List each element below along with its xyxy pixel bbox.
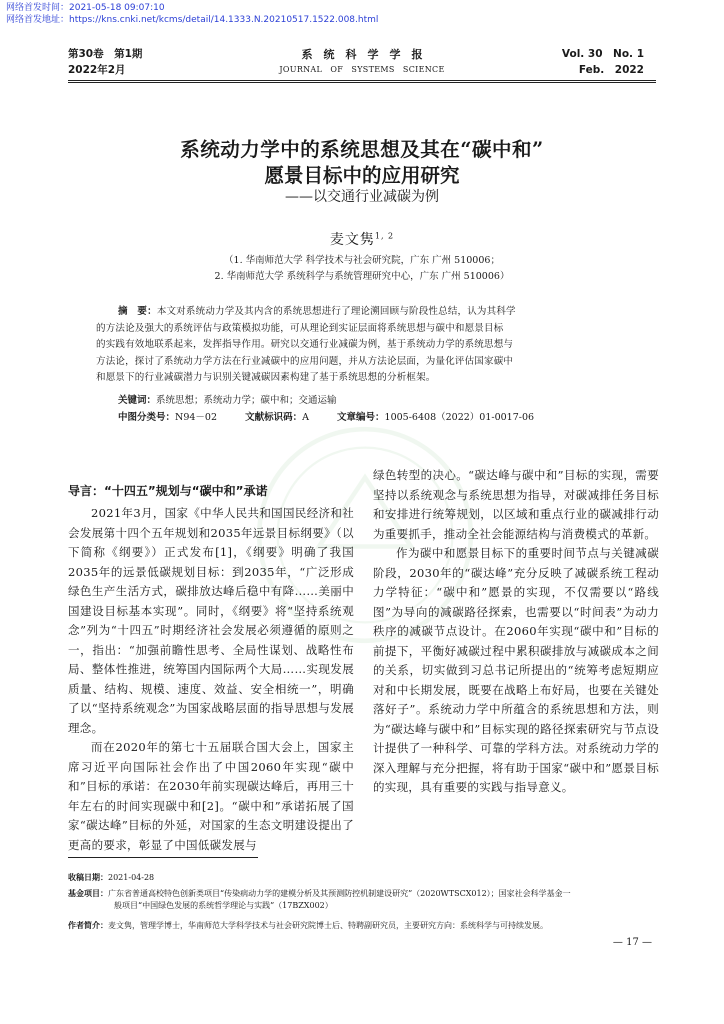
keywords-text: 系统思想；系统动力学；碳中和；交通运输 — [156, 395, 337, 406]
header-rule-bottom — [68, 82, 656, 83]
first-pub-url-link[interactable]: https://kns.cnki.net/kcms/detail/14.1333.N.20210517.1522.008.html — [69, 15, 379, 25]
author-name: 麦文隽 — [329, 232, 375, 248]
left-column — [68, 504, 354, 855]
abstract-label: 摘 要： — [118, 306, 157, 317]
keywords — [118, 392, 337, 406]
received-label: 收稿日期： — [68, 873, 108, 882]
paragraph: 而在2020年的第七十五届联合国大会上，国家主席习近平向国际社会作出了中国2060年实现“碳中和”目标的承诺：在2030年前实现碳达峰后，再用三十年左右的时间实现碳中和[2]。“碳中和”承诺拓展了国家“碳达峰”目标的外延，对国家的生态文明建设提出了更高的要求，彰显了中国低碳发展与 — [68, 740, 354, 852]
right-column — [373, 466, 659, 798]
fund-line-1 — [68, 888, 668, 900]
journal-name-en: JOURNAL OF SYSTEMS SCIENCE — [279, 65, 445, 74]
footnote-rule — [68, 857, 258, 858]
article-title-line-2: 愿景目标中的应用研究 — [264, 164, 460, 187]
author-bio — [68, 920, 668, 932]
first-pub-time: 网络首发时间：2021-05-18 09:07:10 — [6, 3, 165, 13]
received-value: 2021-04-28 — [108, 873, 155, 882]
article-number: 1005-6408（2022）01-0017-06 — [384, 412, 535, 423]
author-affiliation-marks: 1, 2 — [374, 231, 395, 241]
section-heading-intro: 导言：“十四五”规划与“碳中和”承诺 — [68, 484, 268, 498]
keywords-label: 关键词： — [118, 395, 157, 406]
abstract — [96, 304, 626, 387]
first-pub-address — [6, 15, 378, 26]
abstract-line-3: 的实践有效地联系起来，发挥指导作用。研究以交通行业减碳为例，基于系统动力学的系统思想与 — [96, 339, 514, 351]
author-bio-label: 作者简介： — [68, 921, 108, 930]
fund-project — [68, 888, 668, 912]
doc-code-label: 文献标识码： — [245, 412, 303, 423]
affiliation-2: 2. 华南师范大学 系统科学与系统管理研究中心，广东 广州 510006） — [214, 271, 510, 282]
clc-label: 中图分类号： — [118, 412, 176, 423]
affiliation-1: （1. 华南师范大学 科学技术与社会研究院，广东 广州 510006； — [224, 255, 500, 266]
paragraph: 2021年3月，国家《中华人民共和国国民经济和社会发展第十四个五年规划和2035年远景目标纲要》（以下简称《纲要》）正式发布[1]，《纲要》明确了我国2035年的远景低碳规划目标：到2035年，“广泛形成绿色生产生活方式，碳排放达峰后稳中有降……美丽中国建设目标基本实现”。同时，《纲要》将“坚持系统观念”列为“十四五”时期经济社会发展必须遵循的原则之一，指出：“加强前瞻性思考、全局性谋划、战略性布局、整体性推进，统筹国内国际两个大局……实现发展质量、结构、规模、速度、效益、安全相统一”，明确了以“坚持系统观念”为国家战略层面的指导思想与发展理念。 — [68, 506, 354, 735]
header-rule-top — [68, 80, 656, 81]
page-number: — 17 — — [612, 937, 652, 948]
first-pub-url-label: 网络首发地址： — [6, 15, 70, 25]
journal-name-cn: 系 统 科 学 学 报 — [301, 48, 423, 61]
article-number-label: 文章编号： — [337, 412, 385, 423]
clc-number: N94－02 — [175, 412, 218, 423]
article-subtitle: ——以交通行业减碳为例 — [285, 189, 439, 205]
classification-row — [118, 409, 534, 423]
abstract-line-5: 和愿景下的行业减碳潜力与识别关键减碳因素构建了基于系统思想的分析框架。 — [96, 372, 436, 384]
article-title-line-1: 系统动力学中的系统思想及其在“碳中和” — [180, 138, 544, 161]
abstract-line-1 — [96, 304, 626, 321]
date-cn: 2022年2月 — [68, 64, 126, 76]
volume-cn: 第30卷 第1期 — [68, 48, 143, 60]
abstract-line-2: 的方法论及强大的系统评估与政策模拟功能，可从理论到实证层面将系统思想与碳中和愿景目标 — [96, 322, 504, 334]
author — [0, 229, 724, 249]
fund-line-1-text: 广东省普通高校特色创新类项目“传染病动力学的建模分析及其预测防控机制建设研究”（2020WTSCX012）；国家社会科学基金一 — [108, 889, 571, 898]
received-date — [68, 872, 668, 884]
fund-line-2: 般项目“中国绿色发展的系统哲学理论与实践”（17BZX002） — [114, 901, 333, 910]
author-bio-text: 麦文隽，管理学博士，华南师范大学科学技术与社会研究院博士后、特聘副研究员，主要研究方向：系统科学与可持续发展。 — [108, 921, 548, 930]
paragraph-continued: 绿色转型的决心。“碳达峰与碳中和”目标的实现，需要坚持以系统观念与系统思想为指导，对碳减排任务目标和安排进行统筹规划，以区域和重点行业的碳减排行动为重要抓手，推动全社会能源结构与消费模式的革新。 — [373, 468, 659, 541]
fund-label: 基金项目： — [68, 889, 108, 898]
doc-code: A — [302, 412, 309, 423]
paragraph: 作为碳中和愿景目标下的重要时间节点与关键减碳阶段，2030年的“碳达峰”充分反映了减碳系统工程动力学特征：“碳中和”愿景的实现，不仅需要以“路线图”为导向的减碳路径探索，也需要以“时间表”为动力秩序的减碳节点设计。在2060年实现“碳中和”目标的前提下，平衡好减碳过程中累积碳排放与减碳成本之间的关系，切实做到习总书记所提出的“统筹考虑短期应对和中长期发展，既要在战略上布好局，也要在关键处落好子”。系统动力学中所蕴含的系统思想和方法，则为“碳达峰与碳中和”目标实现的路径探索研究与节点设计提供了一种科学、可靠的学科方法。对系统动力学的深入理解与充分把握，将有助于国家“碳中和”愿景目标的实现，具有重要的实践与指导意义。 — [373, 546, 659, 794]
volume-en: Vol. 30 No. 1 — [561, 48, 644, 60]
date-en: Feb. 2022 — [578, 64, 644, 76]
abstract-line-1-text: 本文对系统动力学及其内含的系统思想进行了理论溯回顾与阶段性总结，认为其科学 — [156, 306, 516, 317]
abstract-line-4: 方法论，探讨了系统动力学方法在行业减碳中的应用问题，并从方法论层面，为量化评估国家碳中 — [96, 355, 514, 367]
